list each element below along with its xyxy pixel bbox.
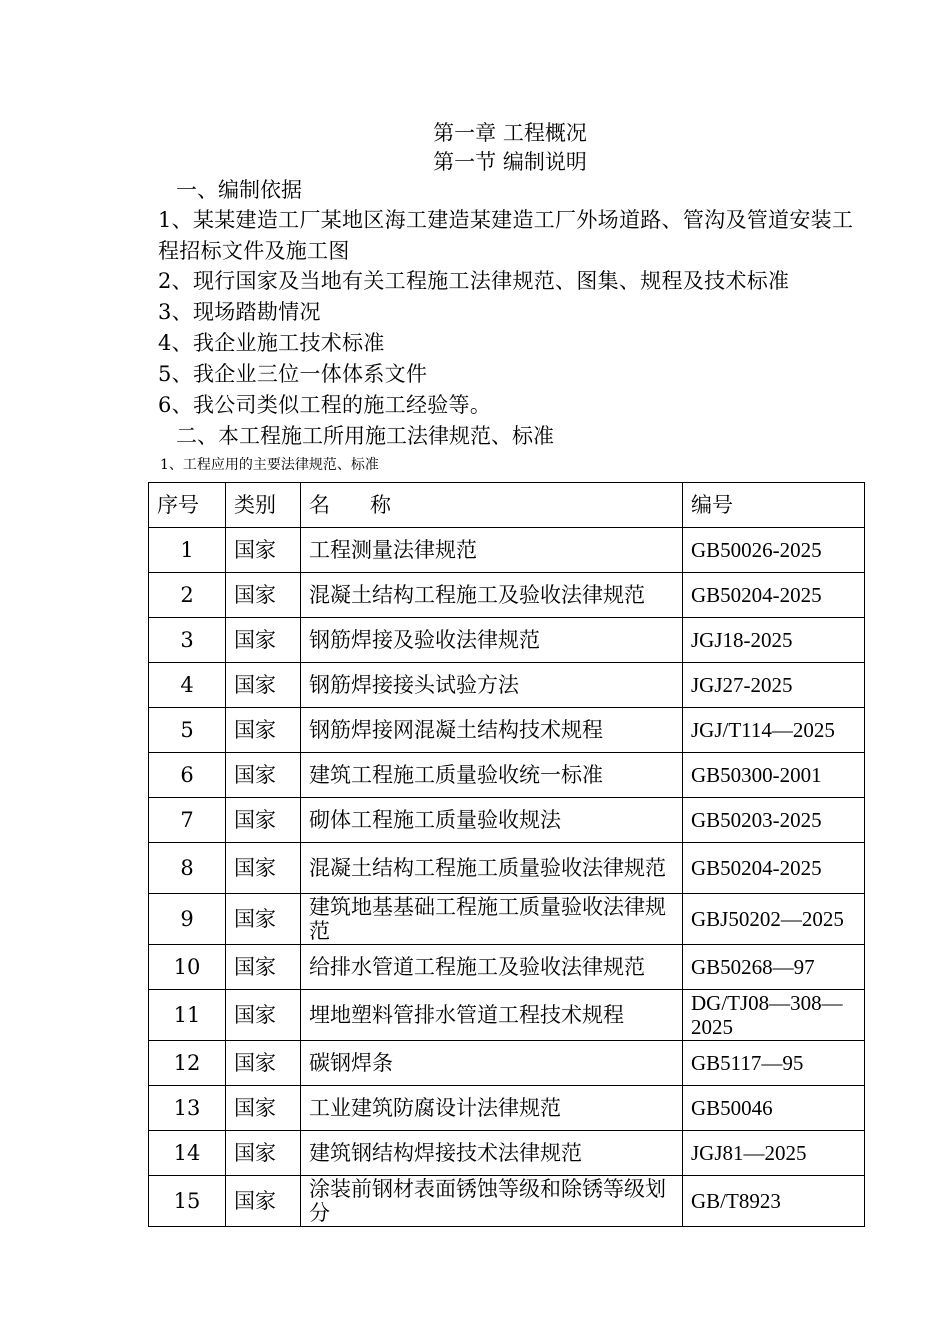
basis-item: 4、我企业施工技术标准: [158, 331, 385, 355]
row-number: 12: [149, 1041, 226, 1086]
row-code: GB50203-2025: [683, 798, 865, 843]
row-code: JGJ27-2025: [683, 663, 865, 708]
row-code: GB50026-2025: [683, 528, 865, 573]
row-name: 涂装前钢材表面锈蚀等级和除锈等级划分: [301, 1176, 683, 1227]
table-row: [149, 618, 865, 663]
row-name: 混凝土结构工程施工及验收法律规范: [301, 573, 683, 618]
table-row: [149, 708, 865, 753]
row-number: 7: [149, 798, 226, 843]
row-name: 建筑钢结构焊接技术法律规范: [301, 1131, 683, 1176]
table-row: [149, 1131, 865, 1176]
column-header-no: 序号: [149, 483, 226, 528]
row-number: 6: [149, 753, 226, 798]
table-row: [149, 573, 865, 618]
chapter-title: 第一章 工程概况: [433, 121, 587, 145]
row-category: 国家: [226, 753, 301, 798]
row-name: 混凝土结构工程施工质量验收法律规范: [301, 843, 683, 894]
row-code: GB50268—97: [683, 945, 865, 990]
row-code: JGJ18-2025: [683, 618, 865, 663]
row-code: GB50204-2025: [683, 843, 865, 894]
section-title: 第一节 编制说明: [433, 150, 587, 174]
row-category: 国家: [226, 663, 301, 708]
row-code: DG/TJ08—308—2025: [683, 990, 865, 1041]
row-name: 建筑工程施工质量验收统一标准: [301, 753, 683, 798]
column-header-category: 类别: [226, 483, 301, 528]
row-number: 5: [149, 708, 226, 753]
row-name: 埋地塑料管排水管道工程技术规程: [301, 990, 683, 1041]
row-code: JGJ81—2025: [683, 1131, 865, 1176]
table-header-row: [149, 483, 865, 528]
table-row: [149, 894, 865, 945]
row-category: 国家: [226, 894, 301, 945]
row-number: 1: [149, 528, 226, 573]
standards-heading: 二、本工程施工所用施工法律规范、标准: [176, 424, 554, 448]
table-row: [149, 945, 865, 990]
basis-heading: 一、编制依据: [176, 178, 302, 202]
row-code: JGJ/T114—2025: [683, 708, 865, 753]
column-header-name: 名 称: [301, 483, 683, 528]
row-code: GB50204-2025: [683, 573, 865, 618]
row-category: 国家: [226, 573, 301, 618]
table-row: [149, 663, 865, 708]
basis-item: 1、某某建造工厂某地区海工建造某建造工厂外场道路、管沟及管道安装工程招标文件及施工图: [158, 208, 854, 263]
row-name: 工程测量法律规范: [301, 528, 683, 573]
basis-item: 3、现场踏勘情况: [158, 300, 321, 324]
row-name: 砌体工程施工质量验收规法: [301, 798, 683, 843]
row-name: 钢筋焊接接头试验方法: [301, 663, 683, 708]
row-name: 建筑地基基础工程施工质量验收法律规范: [301, 894, 683, 945]
table-row: [149, 1176, 865, 1227]
row-category: 国家: [226, 798, 301, 843]
row-number: 10: [149, 945, 226, 990]
row-name: 工业建筑防腐设计法律规范: [301, 1086, 683, 1131]
standards-subheading: 1、工程应用的主要法律规范、标准: [160, 457, 379, 473]
table-row: [149, 528, 865, 573]
row-code: GBJ50202—2025: [683, 894, 865, 945]
table-row: [149, 798, 865, 843]
row-name: 给排水管道工程施工及验收法律规范: [301, 945, 683, 990]
column-header-code: 编号: [683, 483, 865, 528]
row-name: 钢筋焊接网混凝土结构技术规程: [301, 708, 683, 753]
table-row: [149, 990, 865, 1041]
row-category: 国家: [226, 618, 301, 663]
table-row: [149, 1086, 865, 1131]
table-row: [149, 843, 865, 894]
row-number: 11: [149, 990, 226, 1041]
standards-table: [148, 482, 865, 1227]
row-category: 国家: [226, 708, 301, 753]
basis-item: 5、我企业三位一体体系文件: [158, 362, 428, 386]
row-number: 13: [149, 1086, 226, 1131]
row-number: 3: [149, 618, 226, 663]
row-category: 国家: [226, 990, 301, 1041]
row-number: 14: [149, 1131, 226, 1176]
table-row: [149, 1041, 865, 1086]
row-category: 国家: [226, 1041, 301, 1086]
row-code: GB50300-2001: [683, 753, 865, 798]
row-code: GB50046: [683, 1086, 865, 1131]
row-number: 8: [149, 843, 226, 894]
row-category: 国家: [226, 528, 301, 573]
row-category: 国家: [226, 1086, 301, 1131]
row-code: GB5117—95: [683, 1041, 865, 1086]
row-category: 国家: [226, 945, 301, 990]
row-code: GB/T8923: [683, 1176, 865, 1227]
basis-item: 6、我公司类似工程的施工经验等。: [158, 393, 492, 417]
table-row: [149, 753, 865, 798]
row-number: 4: [149, 663, 226, 708]
basis-item: 2、现行国家及当地有关工程施工法律规范、图集、规程及技术标准: [158, 269, 790, 293]
row-name: 碳钢焊条: [301, 1041, 683, 1086]
row-category: 国家: [226, 1131, 301, 1176]
row-number: 15: [149, 1176, 226, 1227]
row-name: 钢筋焊接及验收法律规范: [301, 618, 683, 663]
row-number: 9: [149, 894, 226, 945]
row-number: 2: [149, 573, 226, 618]
row-category: 国家: [226, 843, 301, 894]
row-category: 国家: [226, 1176, 301, 1227]
